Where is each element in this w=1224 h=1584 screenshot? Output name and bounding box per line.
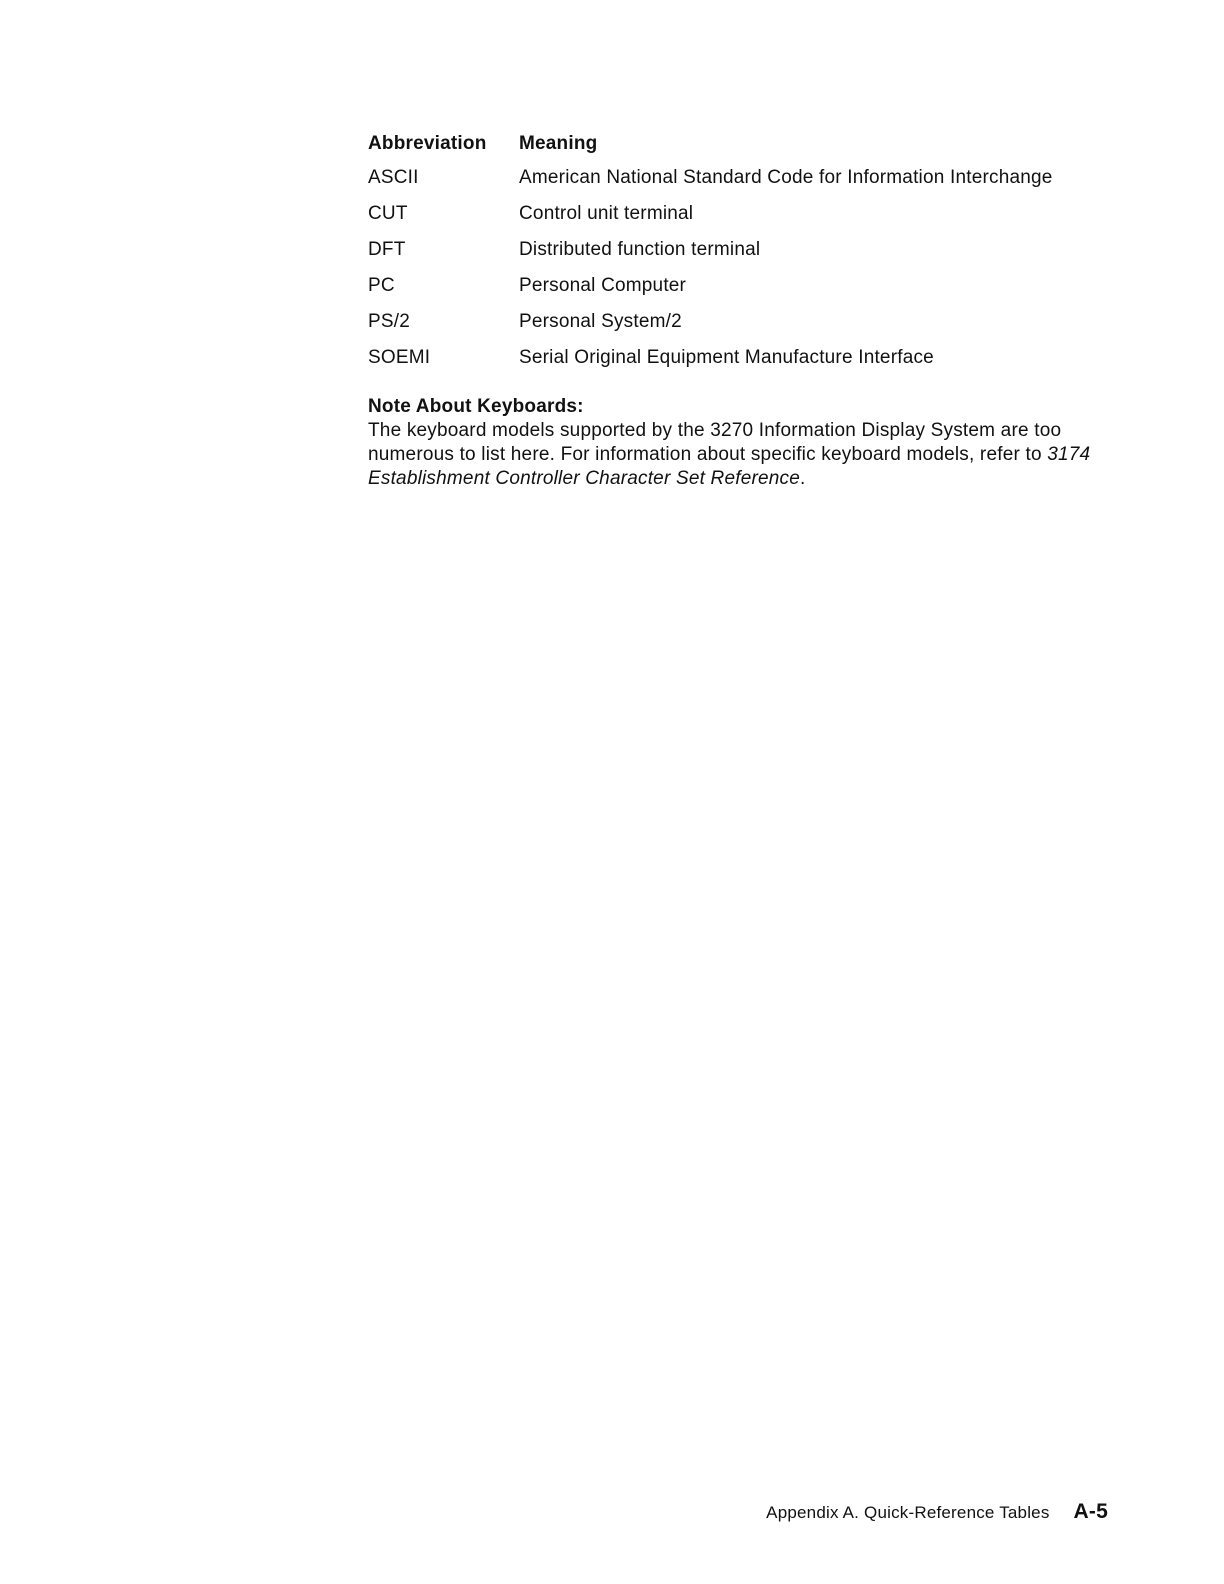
header-meaning: Meaning (519, 133, 598, 154)
table-row (368, 340, 1119, 376)
meaning-cell: Personal Computer (519, 275, 687, 296)
table-row (368, 196, 1119, 232)
abbreviation-cell: DFT (368, 239, 406, 260)
meaning-cell: Serial Original Equipment Manufacture Interface (519, 347, 934, 368)
page-footer (766, 1500, 1108, 1524)
note-reference-title: 3174 Establishment Controller Character Set Reference (368, 444, 1091, 489)
header-abbreviation: Abbreviation (368, 133, 487, 154)
abbreviation-cell: CUT (368, 203, 408, 224)
meaning-cell: American National Standard Code for Information Interchange (519, 167, 1053, 188)
abbreviation-cell: SOEMI (368, 347, 431, 368)
abbreviation-table (368, 130, 1119, 376)
note-heading: Note About Keyboards: (368, 396, 584, 417)
table-row (368, 304, 1119, 340)
note-end-punctuation: . (800, 468, 806, 489)
meaning-cell: Personal System/2 (519, 311, 682, 332)
abbreviation-cell: ASCII (368, 167, 419, 188)
table-row (368, 160, 1119, 196)
table-header-row (368, 130, 1119, 160)
table-row (368, 232, 1119, 268)
keyboard-note (368, 395, 1108, 491)
footer-appendix-title: Appendix A. Quick-Reference Tables (766, 1503, 1050, 1522)
meaning-cell: Control unit terminal (519, 203, 694, 224)
abbreviation-cell: PC (368, 275, 395, 296)
page-number: A-5 (1073, 1500, 1108, 1523)
note-body (368, 419, 1108, 491)
note-body-text: The keyboard models supported by the 3270 Information Display System are too numerous to list here. For information about specific keyboard models, refer to (368, 420, 1062, 465)
meaning-cell: Distributed function terminal (519, 239, 761, 260)
table-row (368, 268, 1119, 304)
abbreviation-cell: PS/2 (368, 311, 410, 332)
